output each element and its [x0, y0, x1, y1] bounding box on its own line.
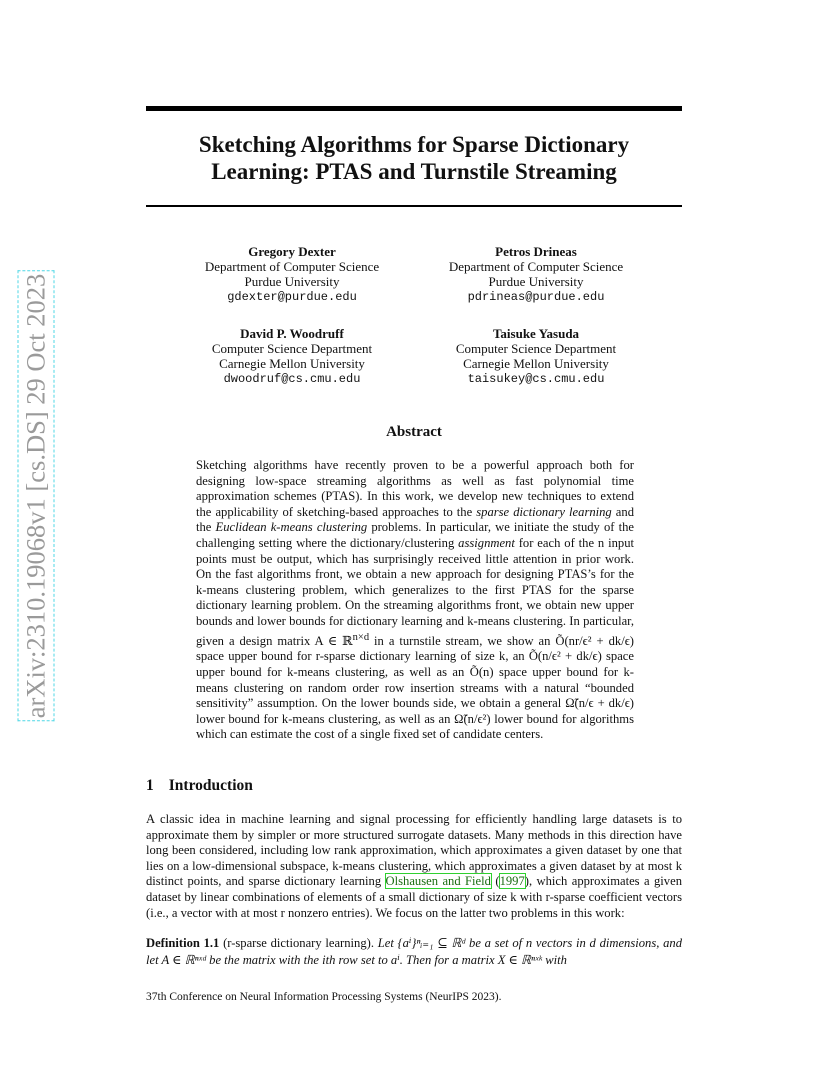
- abstract-text: and the: [196, 504, 634, 535]
- section-number: 1: [146, 777, 154, 794]
- author-affiliation: Department of Computer Science: [448, 259, 624, 275]
- author-name: Taisuke Yasuda: [492, 326, 580, 341]
- intro-text: A classic idea in machine learning and signal processing for efficiently handling large datasets is to approximate them by simpler or more structured surrogate datasets. Many methods in this direction have long been considered, including low rank approximation, which approximates a given dataset by one that lies on a low-dimensional subspace, k-means clustering, which approximates a given dataset by at most k distinct points, and sparse dictionary learning: [146, 812, 682, 889]
- paper-title: [146, 131, 682, 185]
- author-block: [172, 326, 412, 387]
- author-institution: Carnegie Mellon University: [219, 356, 365, 372]
- citation-open-paren: (: [490, 874, 500, 889]
- author-affiliation: Computer Science Department: [211, 341, 373, 357]
- author-name: Petros Drineas: [495, 244, 577, 259]
- title-rule-top: [146, 106, 682, 111]
- definition-block: [146, 935, 682, 968]
- author-affiliation: Department of Computer Science: [204, 259, 380, 275]
- author-email: pdrineas@purdue.edu: [467, 289, 605, 304]
- author-institution: Purdue University: [488, 274, 584, 290]
- citation-close-paren: ): [524, 874, 529, 889]
- abstract-text: problems. In particular, we initiate the study of the challenging setting where the dictionary/clustering: [196, 520, 634, 550]
- title-line-1: Sketching Algorithms for Sparse Dictionary: [198, 132, 630, 157]
- abstract-emphasis: assignment: [458, 535, 515, 550]
- author-affiliation: Computer Science Department: [455, 341, 617, 357]
- abstract-text: for each of the n input points must be output, which has surprisingly received little attention in prior work. On the fast algorithms front, we obtain a new approach for designing PTAS’s for the k-means clustering problem, which generalizes to the first PTAS for the sparse dictionary learning problem. On the streaming algorithms front, we obtain new upper bounds and lower bounds for dictionary learning and k-means clustering. In particular, given a design matrix A ∈ ℝ: [196, 535, 635, 648]
- abstract-text: in a turnstile stream, we show an Õ(nr/ϵ² + dk/ϵ) space upper bound for r-sparse dictionary learning of size k, an Õ(n/ϵ² + dk/ϵ) space upper bound for k-means clustering, as well as an Õ(n) space upper bound for k-means clustering on random order row insertion streams with a natural “bounded sensitivity” assumption. On the lower bounds side, we obtain a general Ω̃(n/ϵ + dk/ϵ) lower bound for k-means clustering, as well as an Ω̃(n/ϵ²) lower bound for algorithms which can estimate the cost of a single fixed set of candidate centers.: [196, 633, 634, 742]
- author-name: Gregory Dexter: [248, 244, 336, 259]
- definition-statement: Let {aⁱ}ⁿᵢ₌₁ ⊆ ℝᵈ be a set of n vectors in d dimensions, and let A ∈ ℝⁿˣᵈ be the matrix with the ith row set to aⁱ. Then for a matrix X ∈ ℝⁿˣᵏ with: [146, 936, 683, 967]
- abstract-emphasis: Euclidean k-means clustering: [215, 520, 368, 535]
- abstract-heading: Abstract: [386, 424, 442, 440]
- author-email: dwoodruf@cs.cmu.edu: [223, 371, 361, 386]
- abstract-emphasis: sparse dictionary learning: [476, 504, 612, 519]
- author-name: David P. Woodruff: [240, 326, 344, 341]
- author-institution: Carnegie Mellon University: [463, 356, 609, 372]
- title-line-2: Learning: PTAS and Turnstile Streaming: [211, 159, 617, 184]
- author-email: gdexter@purdue.edu: [227, 289, 357, 304]
- author-institution: Purdue University: [244, 274, 340, 290]
- abstract-text: Sketching algorithms have recently proven to be a powerful approach both for designing low-space streaming algorithms as well as fast polynomial time approximation schemes (PTAS). In this work, we develop new techniques to extend the applicability of sketching-based approaches to the: [196, 458, 634, 519]
- author-email: taisukey@cs.cmu.edu: [467, 371, 605, 386]
- definition-name: (r-sparse dictionary learning).: [219, 936, 378, 950]
- abstract-superscript: n×d: [352, 631, 370, 643]
- title-rule-bottom: [146, 205, 682, 207]
- section-title: Introduction: [168, 777, 253, 794]
- author-block: [416, 326, 656, 387]
- citation-link-author[interactable]: Olshausen and Field: [385, 874, 491, 889]
- conference-footnote: 37th Conference on Neural Information Processing Systems (NeurIPS 2023).: [146, 991, 502, 1003]
- intro-paragraph: [146, 812, 682, 921]
- arxiv-stamp[interactable]: arXiv:2310.19068v1 [cs.DS] 29 Oct 2023: [20, 273, 51, 719]
- section-heading: [146, 777, 253, 795]
- abstract-body: [196, 458, 634, 743]
- definition-label: Definition 1.1: [146, 936, 220, 950]
- intro-text: , which approximates a given dataset by linear combinations of elements of a small dictionary of size k with r-sparse coefficient vectors (i.e., a vector with at most r nonzero entries). We focus on the latter two problems in this work:: [146, 874, 682, 920]
- citation-link-year[interactable]: 1997: [499, 874, 525, 889]
- author-block: [172, 244, 412, 305]
- author-block: [416, 244, 656, 305]
